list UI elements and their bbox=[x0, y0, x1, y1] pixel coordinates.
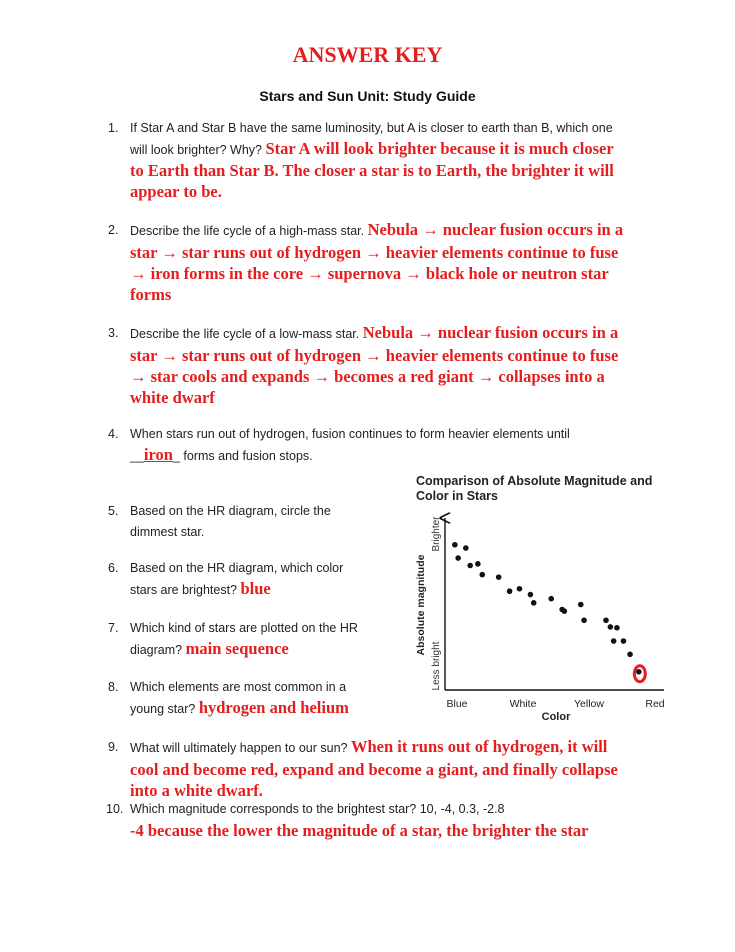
question-number: 10. bbox=[106, 802, 124, 816]
answer: hydrogen and helium bbox=[198, 697, 349, 717]
star-point bbox=[475, 561, 481, 567]
answer-line: When it runs out of hydrogen, it will bbox=[350, 737, 608, 756]
question-number: 6. bbox=[108, 561, 119, 575]
star-point bbox=[627, 652, 633, 658]
study-guide-page: ANSWER KEY Stars and Sun Unit: Study Guide 1. If Star A and Star B have the same luminosity, but A is closer to earth than B, which one will look brighter? Why? Star A will look brighter because it is much closer to Earth than Star B. The closer a star is to Earth, the brighter it will appear to be. 2. Describe the life cycle of a high-mass star. Nebula → nuclear fusion occurs in a star → star runs out of hydrogen → heavier elements continue to fuse → iron forms in the core → supernova → black hole or neutron star forms 3. Describe the life cycle of a low-mass star. Nebula → nuclear fusion occurs in a star → star runs out of hydrogen → heavier elements continue to fuse → star cools and expands → becomes a red giant → collapses into a white dwarf 4. When stars run out of hydrogen, fusion continues to form heavier elements until __iron_ forms and fusion stops. 5. Based on the HR diagram, circle the dimmest star. 6. Based on the HR diagram, which color stars are brightest? blue 7. Which kind of stars are plotted on the HR diagram? main sequence 8. Which elements are most common in a young star? hydrogen and helium 9. What will ultimately happen to our sun? When it runs out of hydrogen, it will cool and become red, expand and become a giant, and finally collapse into a white dwarf. 10. Which magnitude corresponds to the brightest star? 10, -4, 0.3, -2.8 -4 because the lower the magnitude of a star, the brighter the star Comparison of Absolute Magnitude and Color in Stars Absolute magnitude Brighter Less bright Color Blue White Yellow Red bbox=[0, 0, 735, 952]
question-number: 3. bbox=[108, 326, 119, 340]
star-point bbox=[479, 572, 485, 578]
star-point bbox=[611, 638, 617, 644]
star-point bbox=[636, 669, 642, 675]
star-point bbox=[455, 555, 461, 561]
hr-diagram bbox=[408, 474, 678, 724]
star-point bbox=[614, 625, 620, 631]
star-point bbox=[562, 608, 568, 614]
answer: main sequence bbox=[185, 638, 289, 658]
x-tick-label: White bbox=[509, 698, 537, 710]
y-top-label: Brighter bbox=[431, 516, 442, 552]
question-text-line: young star? bbox=[130, 701, 196, 716]
question-text-line: will look brighter? Why? bbox=[130, 142, 262, 157]
question-text: Which magnitude corresponds to the brightest star? 10, -4, 0.3, -2.8 bbox=[130, 802, 505, 816]
answer-line: white dwarf bbox=[130, 387, 215, 407]
answer-line: to Earth than Star B. The closer a star is to Earth, the brighter it will bbox=[130, 161, 614, 180]
star-point bbox=[528, 592, 534, 598]
answer-line: star → star runs out of hydrogen → heavier elements continue to fuse bbox=[130, 242, 619, 262]
hr-diagram-plot bbox=[408, 474, 678, 724]
x-tick-labels bbox=[446, 698, 664, 710]
page-subtitle: Stars and Sun Unit: Study Guide bbox=[259, 88, 476, 104]
question-number: 5. bbox=[108, 504, 119, 518]
answer-line: cool and become red, expand and become a giant, and finally collapse bbox=[130, 759, 618, 779]
star-point bbox=[578, 602, 584, 608]
question-text-line: Based on the HR diagram, circle the bbox=[130, 504, 331, 518]
star-point bbox=[467, 563, 473, 569]
chart-title: Comparison of Absolute Magnitude and Color in Stars bbox=[416, 474, 653, 503]
x-tick-label: Red bbox=[645, 698, 665, 710]
question-text: When stars run out of hydrogen, fusion continues to form heavier elements until bbox=[130, 427, 570, 441]
y-axis-label: Absolute magnitude bbox=[415, 554, 427, 656]
star-point bbox=[603, 617, 609, 623]
answer-line: Nebula → nuclear fusion occurs in a bbox=[367, 220, 624, 239]
x-axis-label: Color bbox=[541, 711, 571, 723]
question-number: 2. bbox=[108, 223, 119, 237]
star-point bbox=[531, 600, 537, 606]
question-number: 9. bbox=[108, 740, 119, 754]
star-point bbox=[507, 588, 513, 594]
question-number: 1. bbox=[108, 121, 119, 135]
star-point bbox=[621, 638, 627, 644]
star-point bbox=[608, 624, 614, 630]
answer: -4 because the lower the magnitude of a star, the brighter the star bbox=[130, 820, 589, 840]
star-point bbox=[496, 574, 502, 580]
question-text: Describe the life cycle of a high-mass star. bbox=[130, 224, 365, 238]
answer-line: Star A will look brighter because it is much closer bbox=[265, 138, 614, 158]
answer-line: star → star runs out of hydrogen → heavier elements continue to fuse bbox=[130, 345, 619, 365]
question-number: 4. bbox=[108, 427, 119, 441]
question-number: 8. bbox=[108, 680, 119, 694]
x-tick-label: Blue bbox=[446, 698, 468, 710]
star-point bbox=[452, 542, 458, 548]
question-text-line: diagram? bbox=[130, 642, 183, 657]
question-text-line: Which kind of stars are plotted on the HR bbox=[130, 621, 358, 635]
answer-line: Nebula → nuclear fusion occurs in a bbox=[362, 323, 619, 342]
question-number: 7. bbox=[108, 621, 119, 635]
question-text-line: If Star A and Star B have the same luminosity, but A is closer to earth than B, which one bbox=[130, 121, 613, 135]
answer: blue bbox=[240, 578, 271, 598]
question-text-line: dimmest star. bbox=[130, 524, 205, 539]
star-point bbox=[581, 617, 587, 623]
y-bottom-label: Less bright bbox=[431, 641, 442, 691]
question-text-line: stars are brightest? bbox=[130, 582, 237, 597]
star-point bbox=[463, 545, 469, 551]
x-tick-label: Yellow bbox=[574, 698, 604, 710]
data-points bbox=[452, 542, 645, 682]
answer-line: forms bbox=[130, 284, 172, 304]
answer-line: → iron forms in the core → supernova → black hole or neutron star bbox=[130, 263, 609, 283]
blank-answer: iron bbox=[143, 444, 173, 464]
question-text: What will ultimately happen to our sun? bbox=[130, 741, 348, 755]
question-text-line: Based on the HR diagram, which color bbox=[130, 561, 344, 575]
answer-line: appear to be. bbox=[130, 182, 222, 201]
star-point bbox=[517, 586, 523, 592]
star-point bbox=[548, 596, 554, 602]
answer-line: → star cools and expands → becomes a red giant → collapses into a bbox=[130, 366, 605, 386]
question-text: Describe the life cycle of a low-mass star. bbox=[130, 327, 360, 341]
question-text-after: forms and fusion stops. bbox=[183, 448, 313, 463]
answer-line: into a white dwarf. bbox=[130, 780, 263, 800]
page-title: ANSWER KEY bbox=[292, 42, 443, 67]
question-text-line: Which elements are most common in a bbox=[130, 680, 347, 694]
